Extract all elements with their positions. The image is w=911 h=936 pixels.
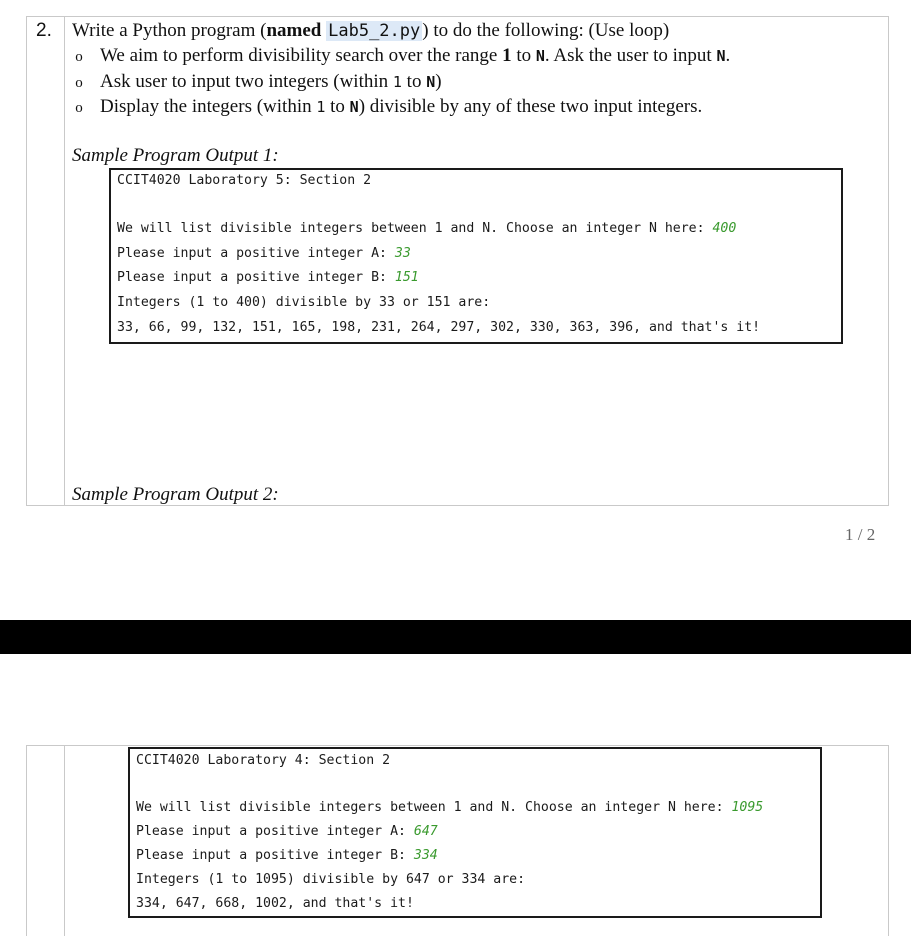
user-input: 151 [394,270,419,285]
question-intro [72,20,669,42]
user-input: 33 [394,246,411,261]
user-input: 1095 [731,800,764,815]
console-header: CCIT4020 Laboratory 5: Section 2 [117,173,372,188]
question-number: 2. [36,20,52,41]
file-name: Lab5_2.py [328,21,421,41]
console-line: Please input a positive integer A: 647 [136,824,438,839]
intro-pre: Write a Python program ( [72,20,267,41]
console-line: 334, 647, 668, 1002, and that's it! [136,896,414,911]
user-input: 647 [413,824,438,839]
bullet-marker-icon: o [75,100,83,116]
bullet-item: o Ask user to input two integers (within 1 to N) [72,71,442,93]
console-line: Please input a positive integer A: 33 [117,246,411,261]
sample-output-1-label: Sample Program Output 1: [72,145,279,166]
bullet-item: o Display the integers (within 1 to N) divisible by any of these two input integers. [72,96,702,118]
console-line: We will list divisible integers between 1 and N. Choose an integer N here: 1095 [136,800,764,815]
column-divider [64,746,65,936]
intro-post: ) to do the following: (Use loop) [422,20,670,41]
console-line: Please input a positive integer B: 151 [117,270,419,285]
console-line: Integers (1 to 1095) divisible by 647 or 334 are: [136,872,526,887]
user-input: 334 [413,848,438,863]
page-separator [0,620,911,654]
intro-named: named [266,20,327,41]
sample-output-2-label: Sample Program Output 2: [72,484,279,505]
user-input: 400 [712,221,737,236]
bullet-item: o We aim to perform divisibility search over the range 1 to N. Ask the user to input N. [72,45,730,67]
console-line: We will list divisible integers between 1 and N. Choose an integer N here: 400 [117,221,737,236]
console-header: CCIT4020 Laboratory 4: Section 2 [136,753,391,768]
console-line: Integers (1 to 400) divisible by 33 or 151 are: [117,295,491,310]
column-divider [64,17,65,505]
bullet-marker-icon: o [75,75,83,91]
console-line: Please input a positive integer B: 334 [136,848,438,863]
page-number: 1 / 2 [845,525,876,544]
bullet-marker-icon: o [75,49,83,65]
sample-output-1-console [109,168,843,344]
sample-output-2-console [128,747,822,918]
console-line: 33, 66, 99, 132, 151, 165, 198, 231, 264, 297, 302, 330, 363, 396, and that's it! [117,320,761,335]
